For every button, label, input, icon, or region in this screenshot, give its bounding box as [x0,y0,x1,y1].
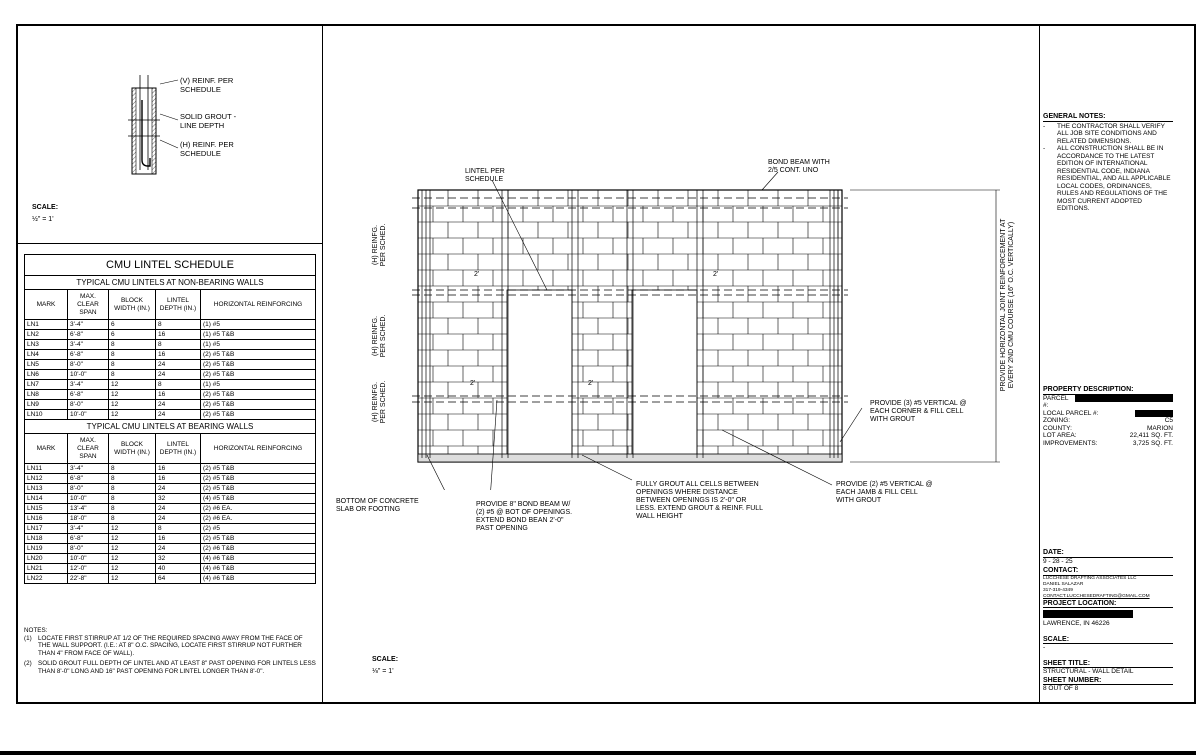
schedule-cell: 12 [109,380,156,390]
callout-bond-beam-openings: PROVIDE 8" BOND BEAM W/ (2) #5 @ BOT OF OPENINGS. EXTEND BOND BEAN 2'-0" PAST OPENING [476,501,573,532]
schedule-cell: 8'-0" [68,544,109,554]
schedule-cell: 24 [156,544,201,554]
title-scale-value: - [1043,644,1046,651]
schedule-cell: 32 [156,494,201,504]
schedule-cell: 6'-8" [68,350,109,360]
cmu-wall-elevation [322,150,1039,490]
schedule-cell: (2) #5 T&B [201,484,316,494]
general-note-text: ALL CONSTRUCTION SHALL BE IN ACCORDANCE TO THE LATEST EDITION OF INTERNATIONAL RESIDENTIAL CODE, INDIANA RESIDENTIAL, AND ALL APPLICABLE LOCAL CODES, ORDINANCES, RULES AND REGULATIONS OF THE MOST CURRENT ADOPTED EDITIONS. [1057,145,1171,212]
schedule-cell: 6'-8" [68,330,109,340]
schedule-cell: (2) #5 T&B [201,410,316,420]
cmu-lintel-schedule [24,254,316,584]
schedule-cell: 10'-0" [68,370,109,380]
schedule-cell: 8 [109,350,156,360]
dimension-label: 2' [474,271,480,278]
callout-bond-beam: BOND BEAM WITH 2/5 CONT. UNO [768,159,830,174]
wall-outline [418,190,842,462]
date-value: 9 - 28 - 25 [1043,557,1073,565]
dimension-label: 2' [470,380,476,387]
sheet-number-value: 8 OUT OF 8 [1043,685,1079,692]
schedule-cell: (2) #5 [201,524,316,534]
county-value: MARION [1147,424,1173,432]
schedule-cell: 64 [156,574,201,584]
col-block-width: BLOCK WIDTH (IN.) [109,434,156,464]
schedule-cell: 8'-0" [68,400,109,410]
schedule-cell: 32 [156,554,201,564]
schedule-cell: 8 [109,474,156,484]
general-notes [1043,113,1173,213]
lot-area-label: LOT AREA: [1043,432,1077,439]
schedule-cell: LN10 [25,410,68,420]
schedule-cell: 8'-0" [68,484,109,494]
schedule-cell: 8'-0" [68,360,109,370]
schedule-cell: 8 [156,380,201,390]
schedule-row [25,534,316,544]
wall-opening [632,290,697,455]
col-lintel-depth: LINTEL DEPTH (IN.) [156,434,201,464]
schedule-row [25,400,316,410]
schedule-cell: 16 [156,464,201,474]
schedule-cell: 3'-4" [68,380,109,390]
contact-line: CONTACT.LUCCHESEDRAFTING@GMAIL.COM [1043,593,1150,599]
schedule-cell: LN3 [25,340,68,350]
schedule-cell: LN1 [25,320,68,330]
schedule-row [25,474,316,484]
schedule-cell: 10'-0" [68,410,109,420]
schedule-cell: 8 [109,504,156,514]
contact-line: DANIEL SALAZAR [1043,581,1084,587]
schedule-cell: LN17 [25,524,68,534]
title-block [1043,549,1173,693]
zoning-label: ZONING: [1043,417,1071,424]
general-notes-title: GENERAL NOTES: [1043,113,1173,122]
schedule-cell: 3'-4" [68,340,109,350]
schedule-cell: 12 [109,564,156,574]
col-block-width: BLOCK WIDTH (IN.) [109,290,156,320]
vertical-joint-reinforcement-note: PROVIDE HORIZONTAL JOINT REINFORCEMENT AT EVERY 2ND CMU COURSE (16" O.C. VERTICALLY) [1000,218,1015,392]
schedule-row [25,524,316,534]
schedule-cell: LN9 [25,400,68,410]
schedule-cell: LN4 [25,350,68,360]
schedule-cell: 6 [109,320,156,330]
schedule-row [25,544,316,554]
schedule-cell: LN18 [25,534,68,544]
contact-line: 317-319-4349 [1043,587,1073,593]
parcel-label: PARCEL #: [1043,394,1069,409]
schedule-cell: (4) #6 T&B [201,554,316,564]
bearing-title: TYPICAL CMU LINTELS AT BEARING WALLS [25,420,316,434]
schedule-cell: 10'-0" [68,554,109,564]
right-column-divider [1039,24,1040,704]
schedule-cell: (1) #5 [201,340,316,350]
notes-title: NOTES: [24,627,48,634]
schedule-cell: 8 [109,514,156,524]
schedule-cell: (2) #6 EA. [201,514,316,524]
schedule-cell: LN13 [25,484,68,494]
schedule-cell: 8 [109,360,156,370]
schedule-cell: (1) #5 [201,320,316,330]
improvements-value: 3,725 SQ. FT. [1132,439,1173,447]
schedule-cell: (2) #6 EA. [201,504,316,514]
callout-corner-vertical: PROVIDE (3) #5 VERTICAL @ EACH CORNER & FILL CELL WITH GROUT [870,400,967,423]
callout-grout-between-openings: FULLY GROUT ALL CELLS BETWEEN OPENINGS WHERE DISTANCE BETWEEN OPENINGS IS 2'-0" OR LESS. EXTEND GROUT & REINF. FULL WALL HEIGHT [636,481,764,520]
schedule-row [25,410,316,420]
schedule-row [25,494,316,504]
schedule-cell: 16 [156,534,201,544]
note-number: (2) [24,660,32,667]
schedule-row [25,574,316,584]
project-location-city: LAWRENCE, IN 46226 [1043,620,1110,627]
local-parcel-label: LOCAL PARCEL #: [1043,409,1099,417]
col-horizontal-reinf: HORIZONTAL REINFORCING [201,434,316,464]
schedule-cell: (2) #5 T&B [201,370,316,380]
schedule-cell: LN14 [25,494,68,504]
schedule-cell: LN19 [25,544,68,554]
wall-section-detail [120,70,180,190]
schedule-cell: LN21 [25,564,68,574]
wall-opening [507,290,572,455]
general-note-item: - ALL CONSTRUCTION SHALL BE IN ACCORDANCE TO THE LATEST EDITION OF INTERNATIONAL RESIDENTIAL CODE, INDIANA RESIDENTIAL, AND ALL APPLICABLE LOCAL CODES, ORDINANCES, RULES AND REGULATIONS OF THE MOST CURRENT ADOPTED EDITIONS. [1043,145,1173,213]
schedule-cell: 18'-0" [68,514,109,524]
col-lintel-depth: LINTEL DEPTH (IN.) [156,290,201,320]
redacted-address [1043,610,1133,618]
schedule-cell: 24 [156,400,201,410]
col-mark: MARK [25,290,68,320]
detail-label-solid-grout: SOLID GROUT - LINE DEPTH [180,112,237,130]
schedule-cell: 16 [156,350,201,360]
schedule-cell: (4) #6 T&B [201,564,316,574]
schedule-cell: 12 [109,534,156,544]
schedule-cell: (2) #5 T&B [201,350,316,360]
schedule-cell: 12'-0" [68,564,109,574]
schedule-cell: 3'-4" [68,524,109,534]
bottom-edge-bar [0,751,1196,755]
schedule-cell: LN11 [25,464,68,474]
schedule-cell: 12 [109,400,156,410]
schedule-cell: 16 [156,330,201,340]
col-mark: MARK [25,434,68,464]
nonbearing-title: TYPICAL CMU LINTELS AT NON-BEARING WALLS [25,276,316,290]
date-label: DATE: [1043,549,1173,558]
schedule-row [25,484,316,494]
dimension-label: 2' [713,271,719,278]
redacted-local-parcel [1135,410,1173,417]
detail-divider [16,243,322,244]
schedule-cell: LN20 [25,554,68,564]
contact-line: LUCCHESE DRAFTING ASSOCIATES LLC [1043,575,1137,581]
schedule-cell: 24 [156,410,201,420]
zoning-value: C5 [1164,417,1173,424]
improvements-label: IMPROVEMENTS: [1043,439,1098,447]
schedule-cell: 40 [156,564,201,574]
schedule-cell: 8 [156,320,201,330]
schedule-cell: 24 [156,514,201,524]
h-reinf-label-top: (H) REINFG. PER SCHED. [372,223,387,267]
callout-jamb-vertical: PROVIDE (2) #5 VERTICAL @ EACH JAMB & FILL CELL WITH GROUT [836,481,933,504]
schedule-cell: 24 [156,370,201,380]
general-note-item: - THE CONTRACTOR SHALL VERIFY ALL JOB SITE CONDITIONS AND RELATED DIMENSIONS. [1043,122,1173,146]
schedule-cell: 12 [109,544,156,554]
schedule-cell: 24 [156,504,201,514]
schedule-cell: 6'-8" [68,534,109,544]
general-note-text: THE CONTRACTOR SHALL VERIFY ALL JOB SITE CONDITIONS AND RELATED DIMENSIONS. [1057,122,1165,145]
schedule-row [25,564,316,574]
property-title: PROPERTY DESCRIPTION: [1043,386,1173,395]
schedule-cell: 24 [156,484,201,494]
schedule-row [25,504,316,514]
schedule-cell: LN8 [25,390,68,400]
schedule-cell: 16 [156,474,201,484]
schedule-cell: LN16 [25,514,68,524]
leader-line [490,400,497,490]
note-number: (1) [24,634,32,642]
sheet-title-value: STRUCTURAL - WALL DETAIL [1043,668,1134,675]
schedule-row [25,330,316,340]
dimension-label: 2' [588,380,594,387]
callout-lintel: LINTEL PER SCHEDULE [465,168,505,183]
schedule-cell: 22'-8" [68,574,109,584]
schedule-cell: 8 [109,370,156,380]
schedule-cell: (2) #5 T&B [201,474,316,484]
schedule-title: CMU LINTEL SCHEDULE [25,255,316,276]
schedule-cell: (4) #6 T&B [201,574,316,584]
schedule-cell: 6'-8" [68,474,109,484]
h-reinf-label-bottom: (H) REINFG. PER SCHED. [372,380,387,424]
schedule-cell: (1) #5 T&B [201,330,316,340]
schedule-cell: LN7 [25,380,68,390]
schedule-cell: (2) #5 T&B [201,360,316,370]
schedule-cell: LN2 [25,330,68,340]
project-location-label: PROJECT LOCATION: [1043,600,1173,609]
detail-scale-value: ½" = 1' [32,216,54,223]
schedule-cell: LN6 [25,370,68,380]
county-label: COUNTY: [1043,424,1072,432]
note-item [24,635,316,658]
schedule-cell: (2) #5 T&B [201,390,316,400]
schedule-row [25,360,316,370]
property-description [1043,386,1173,447]
redacted-parcel [1075,395,1173,402]
schedule-notes [24,627,316,678]
schedule-cell: LN12 [25,474,68,484]
schedule-cell: (4) #5 T&B [201,494,316,504]
detail-label-vertical-reinf: (V) REINF. PER SCHEDULE [180,76,234,94]
schedule-row [25,370,316,380]
elevation-scale-label: SCALE: [372,656,399,663]
schedule-cell: 13'-4" [68,504,109,514]
leader-line [492,180,547,290]
sheet-number-label: SHEET NUMBER: [1043,677,1173,686]
schedule-row [25,514,316,524]
note-text: LOCATE FIRST STIRRUP AT 1/2 OF THE REQUIRED SPACING AWAY FROM THE FACE OF THE WALL SUPPORT. (I.E.: AT 8" O.C. SPACING, LOCATE FIRST STIRRUP NOT FURTHER THAN 4" FROM FACE OF WALL). [38,634,303,657]
schedule-cell: 8 [156,340,201,350]
schedule-row [25,340,316,350]
detail-scale-label: SCALE: [32,204,59,211]
schedule-cell: 12 [109,410,156,420]
schedule-cell: 8 [109,484,156,494]
schedule-cell: LN15 [25,504,68,514]
schedule-row [25,380,316,390]
schedule-cell: 24 [156,360,201,370]
contact-label: CONTACT: [1043,567,1173,576]
schedule-cell: 12 [109,390,156,400]
callout-slab: BOTTOM OF CONCRETE SLAB OR FOOTING [336,498,419,513]
schedule-row [25,554,316,564]
schedule-cell: (2) #5 T&B [201,400,316,410]
schedule-cell: 12 [109,524,156,534]
schedule-cell: 12 [109,574,156,584]
schedule-cell: 3'-4" [68,464,109,474]
schedule-cell: 8 [109,494,156,504]
col-span: MAX. CLEAR SPAN [68,434,109,464]
schedule-cell: 6'-8" [68,390,109,400]
schedule-row [25,464,316,474]
lot-area-value: 22,411 SQ. FT. [1129,432,1173,439]
schedule-row [25,320,316,330]
schedule-row [25,350,316,360]
schedule-cell: 3'-4" [68,320,109,330]
schedule-cell: LN5 [25,360,68,370]
schedule-cell: (2) #6 T&B [201,544,316,554]
h-reinf-label-mid: (H) REINFG. PER SCHED. [372,314,387,358]
schedule-cell: (1) #5 [201,380,316,390]
note-text: SOLID GROUT FULL DEPTH OF LINTEL AND AT LEAST 8" PAST OPENING FOR LINTELS LESS THAN 8'-0" LONG AND 16" PAST OPENING FOR LINTEL LONGER THAN 8'-0". [38,660,316,675]
title-scale-label: SCALE: [1043,636,1173,645]
schedule-cell: 6 [109,330,156,340]
schedule-row [25,390,316,400]
schedule-cell: (2) #5 T&B [201,464,316,474]
leader-line [840,408,862,442]
col-span: MAX. CLEAR SPAN [68,290,109,320]
elevation-scale-value: ⅛" = 1' [372,668,394,675]
schedule-cell: 12 [109,554,156,564]
schedule-cell: 8 [109,464,156,474]
schedule-cell: 8 [156,524,201,534]
note-item [24,660,316,675]
schedule-cell: (2) #5 T&B [201,534,316,544]
col-horizontal-reinf: HORIZONTAL REINFORCING [201,290,316,320]
schedule-cell: 8 [109,340,156,350]
schedule-cell: 16 [156,390,201,400]
schedule-cell: 10'-0" [68,494,109,504]
sheet-title-label: SHEET TITLE: [1043,660,1173,669]
detail-label-horizontal-reinf: (H) REINF. PER SCHEDULE [180,140,234,158]
schedule-cell: LN22 [25,574,68,584]
